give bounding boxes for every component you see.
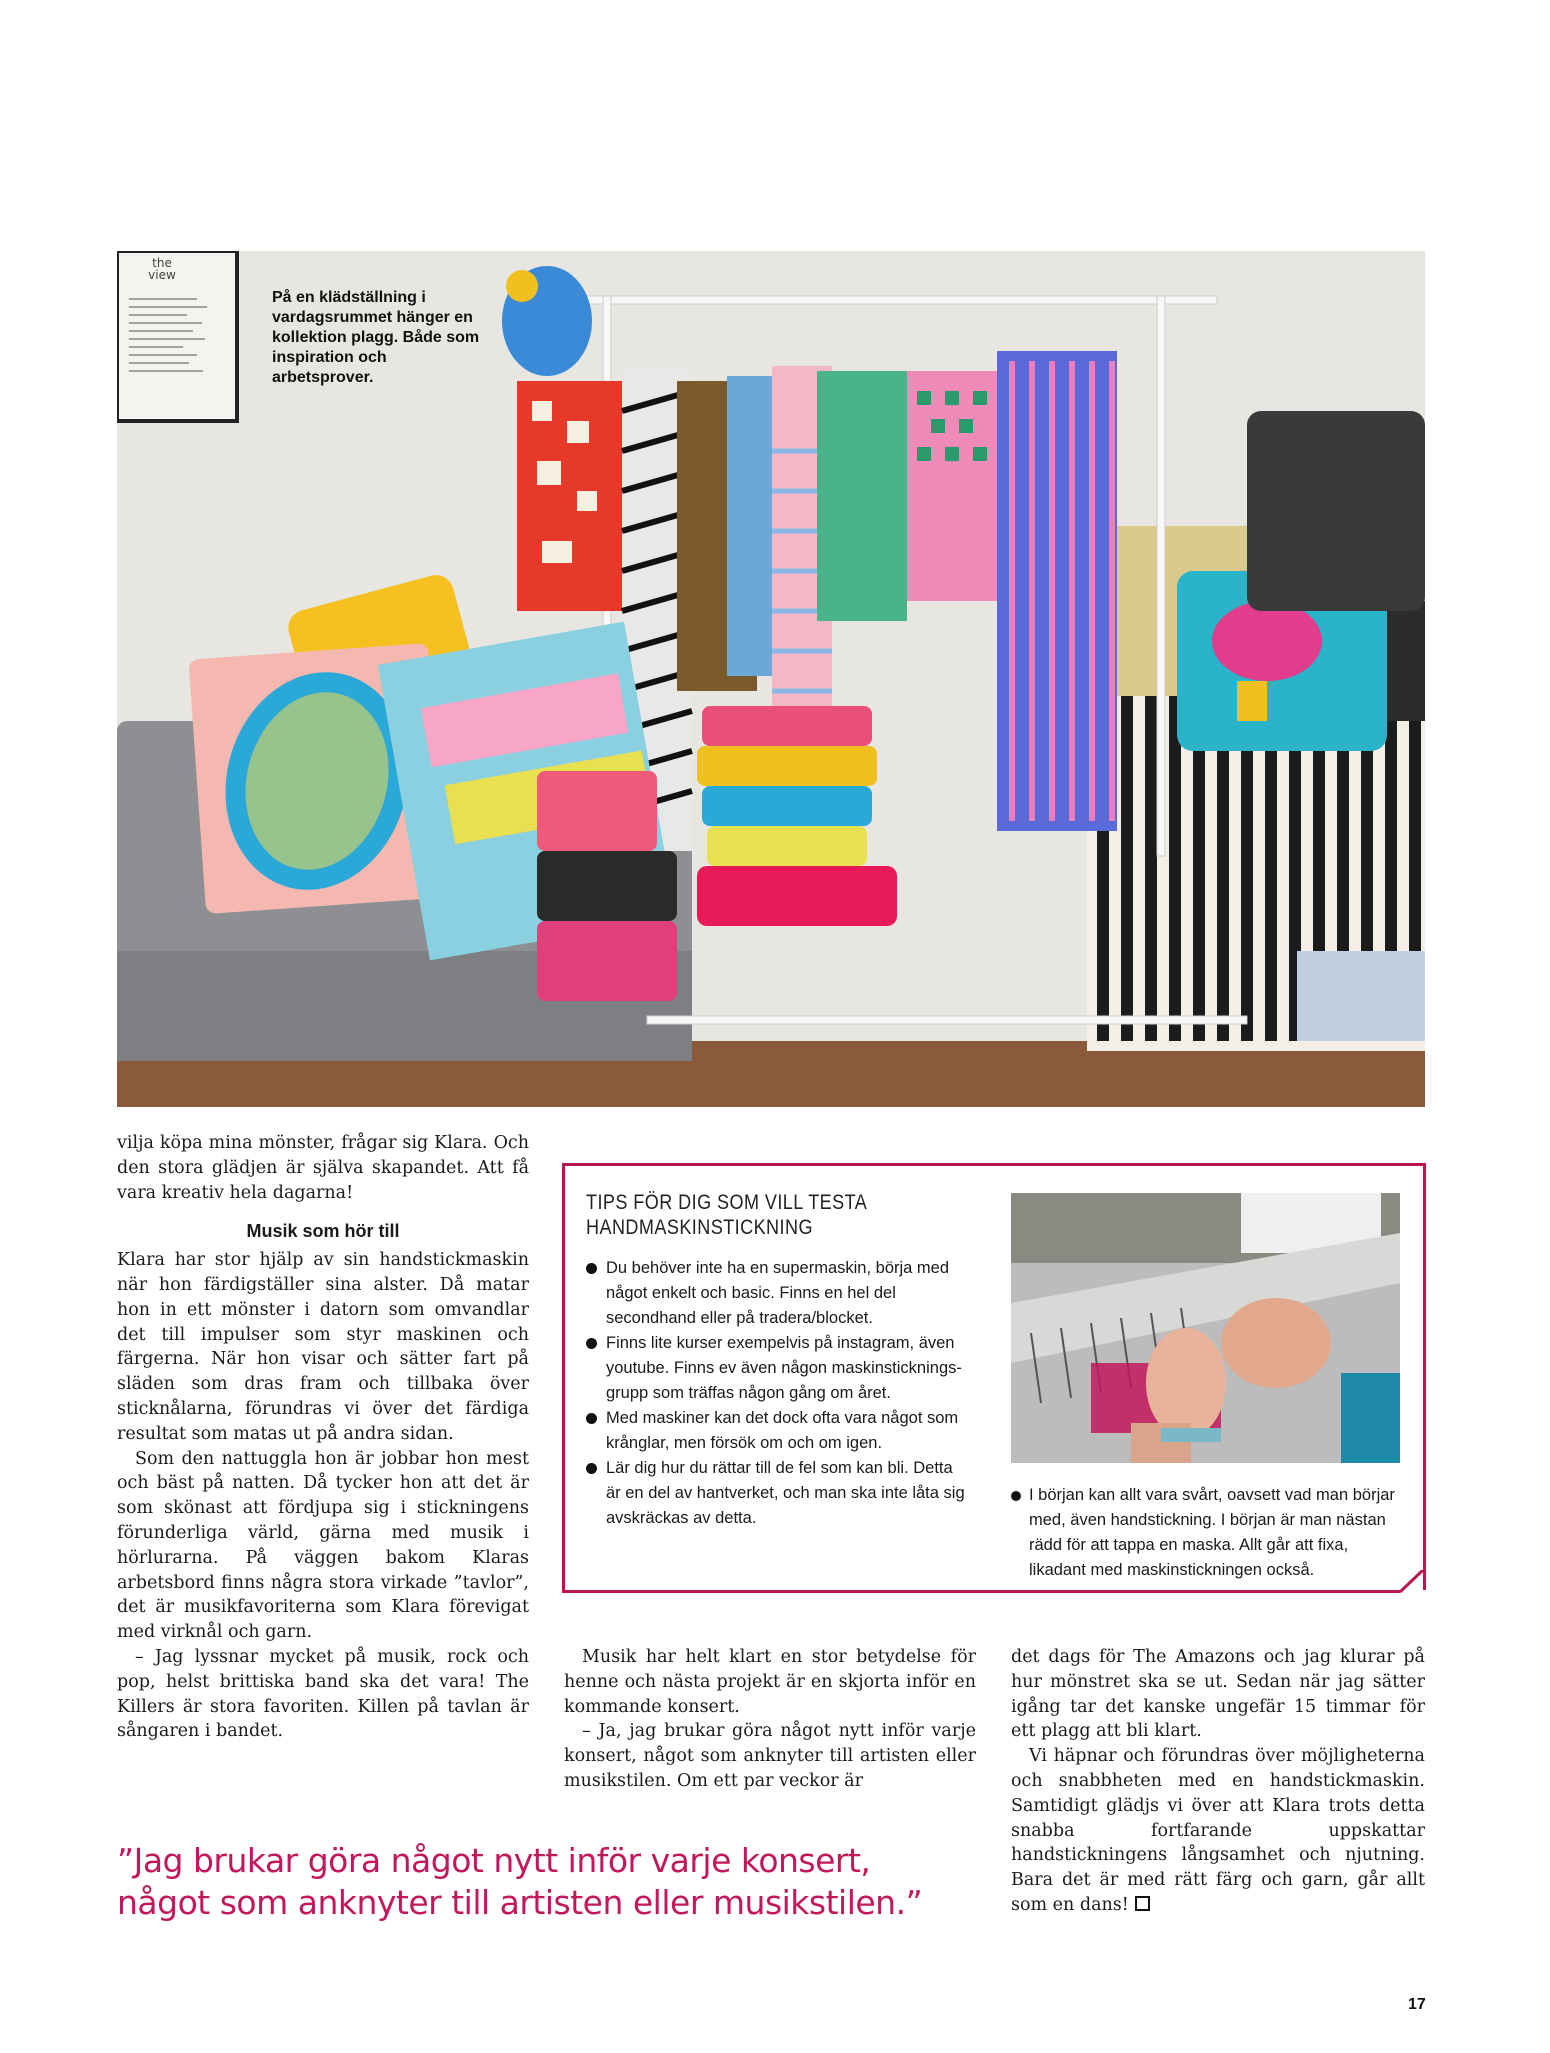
pull-quote-line: något som anknyter till artisten eller musikstilen.”	[117, 1883, 923, 1922]
poster-title	[137, 257, 187, 281]
body-paragraph: Som den nattuggla hon är jobbar hon mest och bäst på natten. Då tycker hon att det är som skönast att fördjupa sig i stickningens förunderliga värld, gärna med musik i hörlurarna. På väggen bakom Klaras arbetsbord finns några stora virkade ”tavlor”, det är musikfavoriterna som Klara förevigat med virknål och garn.	[117, 1448, 529, 1643]
article-column-3	[1011, 1645, 1425, 1918]
photo-caption: På en klädställning i vardagsrummet hänger en kollektion plagg. Både som inspiration och arbetsprover.	[272, 289, 480, 386]
poster-title-line2: view	[148, 268, 176, 282]
tips-item: Lär dig hur du rättar till de fel som kan bli. Detta är en del av hantverket, och man ska inte låta sig avskräckas av detta.	[586, 1456, 966, 1531]
tips-list	[586, 1256, 966, 1531]
poster-title-line1: the	[152, 256, 172, 270]
body-paragraph: – Jag lyssnar mycket på musik, rock och pop, helst brittiska band ska det vara! The Killers är stora favoriten. Killen på tavlan är sångaren i bandet.	[117, 1646, 529, 1742]
knitting-photo-caption: I början kan allt vara svårt, oavsett vad man börjar med, även handstickning. I början är man nästan rädd för att tappa en maska. Allt går att fixa, likadant med maskinstickningen också.	[1011, 1483, 1406, 1583]
tips-box-bottom-border	[562, 1590, 1400, 1593]
body-paragraph: – Ja, jag brukar göra något nytt inför varje konsert, något som anknyter till artisten eller musikstilen. Om ett par veckor är	[564, 1721, 976, 1791]
end-mark-icon	[1135, 1896, 1150, 1911]
tips-item: Med maskiner kan det dock ofta vara något som krånglar, men försök om och om igen.	[586, 1406, 966, 1456]
knitting-machine-photo	[1011, 1193, 1400, 1463]
closing-paragraph-text: Vi häpnar och förundras över möjligheterna och snabbheten med en handstickmaskin. Samtidigt glädjs vi över att Klara trots detta snabba fortfarande uppskattar handstickningens långsamhet och njutning. Bara det är med rätt färg och garn, går allt som en dans!	[1011, 1746, 1425, 1915]
article-column-1	[117, 1131, 529, 1744]
tips-title: TIPS FÖR DIG SOM VILL TESTA HANDMASKINSTICKNING	[586, 1191, 867, 1239]
body-paragraph: det dags för The Amazons och jag klurar på hur mönstret ska se ut. Sedan när jag sätter igång tar det kanske ungefär 15 timmar för ett plagg att bli klart.	[1011, 1647, 1425, 1742]
body-paragraph: Klara har stor hjälp av sin handstickmaskin när hon färdigställer sina alster. Då matar hon in ett mönster i datorn som omvandlar det till impulser som styr maskinen och färgerna. När hon visar och sätter fart på släden som dras fram och tillbaka över sticknålarna, förundras vi över det färdiga resultat som matas ut på andra sidan.	[117, 1250, 529, 1444]
pull-quote	[117, 1840, 1017, 1924]
body-paragraph: Musik har helt klart en stor betydelse för henne och nästa projekt är en skjorta inför en kommande konsert.	[564, 1647, 976, 1717]
intro-paragraph: vilja köpa mina mönster, frågar sig Klara. Och den stora glädjen är själva skapandet. Att få vara kreativ hela dagarna!	[117, 1133, 529, 1203]
pull-quote-line: ”Jag brukar göra något nytt inför varje konsert,	[117, 1841, 871, 1880]
page-number: 17	[1408, 1996, 1426, 2013]
tips-item: Finns lite kurser exempelvis på instagram, även youtube. Finns ev även någon maskinstickningsgrupp som träffas någon gång om året.	[586, 1331, 966, 1406]
knitting-machine-illustration	[1011, 1193, 1400, 1463]
subheading: Musik som hör till	[246, 1221, 400, 1242]
tips-item: Du behöver inte ha en supermaskin, börja med något enkelt och basic. Finns en hel del secondhand eller på tradera/blocket.	[586, 1256, 966, 1331]
body-paragraph	[1011, 1744, 1425, 1918]
article-column-2	[564, 1645, 976, 1794]
